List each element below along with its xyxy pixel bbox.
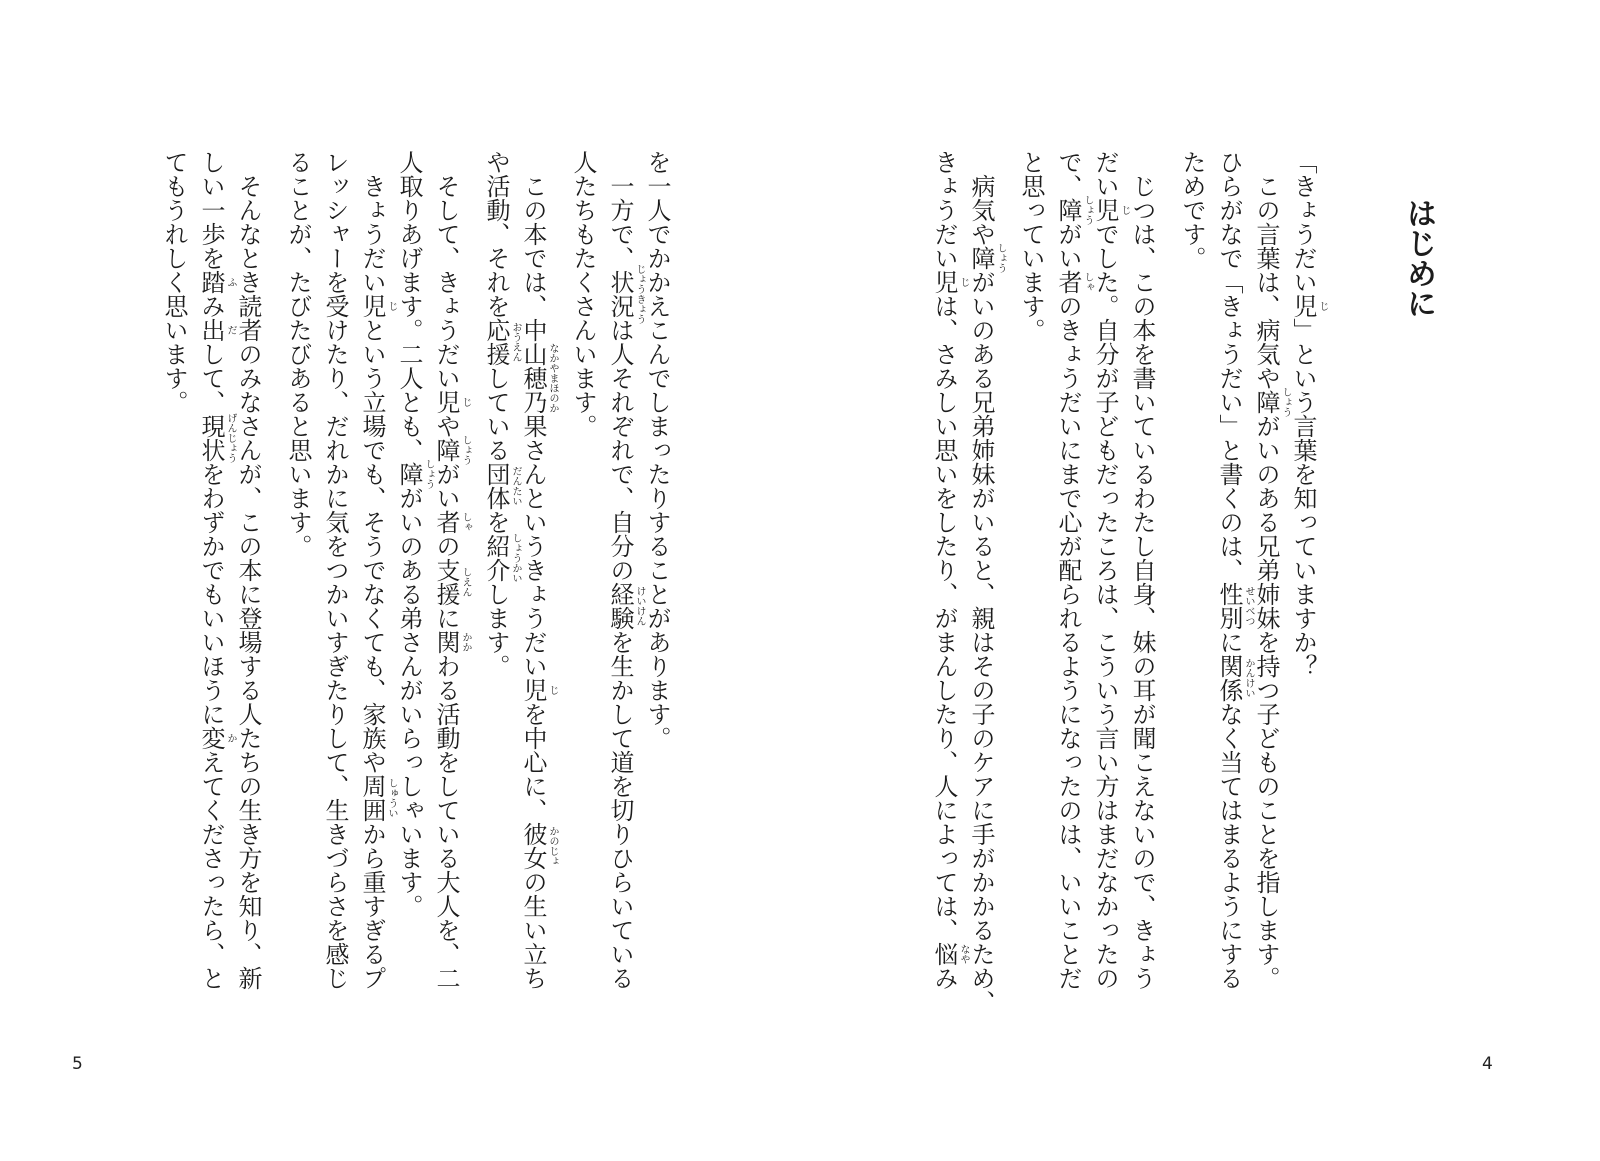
text-run: 一方で、 [606,150,634,270]
text-run: この言葉は、病気や [1252,150,1280,390]
ruby-base: 者 [1054,270,1082,294]
ruby-base: 性別 [1215,582,1243,630]
ruby-base: 児 [1289,294,1317,318]
ruby-base: 彼女 [519,822,547,870]
ruby-reading: しょう [995,243,1006,273]
ruby-group [197,726,236,750]
ruby-base: 関 [432,630,460,654]
text-run: や活動、それを [482,150,510,318]
ruby-group [1054,270,1093,294]
text-run: ためです。 [1178,150,1206,270]
ruby-reading: しゃ [460,512,471,532]
ruby-group [519,822,558,870]
ruby-group [395,459,434,489]
text-column [192,150,236,1020]
page-number: 4 [1482,1054,1493,1074]
text-run: てもうれしく思います。 [160,150,188,414]
ruby-group [930,270,969,294]
text-run: なく当てはまるようにする [1215,702,1243,990]
ruby-base: 障 [1054,198,1082,222]
text-run: 病気や [967,150,995,246]
text-run: をわずかでもいいほうに [197,462,225,726]
text-column [1210,150,1254,1020]
text-column [564,150,601,1020]
ruby-base: 障 [432,438,460,462]
ruby-group [197,318,236,342]
text-run: を一人でかかえこんでしまったりすることがあります。 [643,150,671,750]
text-run: から重すぎるプ [358,822,386,990]
text-run: している [482,366,510,462]
text-run: ることが、たびたびあると思います。 [284,150,312,558]
ruby-reading: しゃ [1082,272,1093,292]
page-number: 5 [72,1054,83,1074]
ruby-base: 支援 [432,558,460,606]
text-run: じつは、この本を書いているわたし自身、妹の耳が聞こえないので、きょう [1128,150,1156,990]
ruby-reading: せいべつ [1243,586,1254,626]
text-run: します。 [482,582,510,678]
text-run: 人たちもたくさんいます。 [569,150,597,438]
ruby-reading: しょう [1280,387,1291,417]
ruby-group [606,264,645,324]
text-column [1049,150,1093,1020]
ruby-base: 児 [930,270,958,294]
ruby-base: 紹介 [482,534,510,582]
text-run: がいのある弟さんがいらっしゃいます。 [395,486,423,918]
text-run: み [197,294,225,318]
ruby-group [1215,582,1254,630]
text-run: に [432,606,460,630]
text-column [925,150,969,1020]
ruby-reading: じ [547,685,558,695]
ruby-reading: じ [958,277,969,287]
text-column [601,150,645,1020]
ruby-reading: か [225,733,236,743]
ruby-reading: じ [386,301,397,311]
text-run: して、 [197,342,225,414]
ruby-group [432,630,471,654]
ruby-reading: ふ [225,277,236,287]
ruby-base: 障 [395,462,423,486]
text-run: だい [1091,150,1119,198]
ruby-reading: しえん [460,567,471,597]
text-run: この本では、 [519,150,547,318]
ruby-group [930,942,969,966]
ruby-reading: かか [460,632,471,652]
ruby-base: 周囲 [358,774,386,822]
ruby-base: 児 [1091,198,1119,222]
ruby-base: 踏 [197,270,225,294]
text-run: の [432,534,460,558]
text-column [279,150,316,1020]
text-column [390,150,434,1020]
ruby-base: 児 [432,390,460,414]
ruby-group [482,533,521,583]
chapter-title: はじめに [1401,198,1436,318]
ruby-reading: じ [1119,205,1130,215]
ruby-base: 変 [197,726,225,750]
ruby-group [482,318,521,366]
text-run: えてくださったら、と [197,750,225,990]
ruby-reading: しょう [423,459,434,489]
ruby-group [519,678,558,702]
ruby-base: 中山穂乃果 [519,318,547,438]
text-run: きょうだい [930,150,958,270]
text-run: がいのある兄弟姉妹がいると、親はその子のケアに手がかかるため、 [967,270,995,1014]
ruby-group [1252,387,1291,417]
ruby-base: 児 [519,678,547,702]
text-column [316,150,353,1020]
text-column [1284,150,1328,1020]
text-column [514,150,558,1020]
ruby-group [432,390,471,414]
text-run: がいのある兄弟姉妹を持つ子どものことを指します。 [1252,414,1280,990]
page-right [800,0,1600,1161]
text-run: 「きょうだい [1289,150,1317,294]
text-run: と思っています。 [1017,150,1045,342]
text-run: そんなとき読者のみなさんが、この本に登場する人たちの生き方を知り、新 [234,150,262,990]
ruby-group [432,510,471,534]
ruby-reading: かんけい [1243,658,1254,698]
text-run: ひらがなで「きょうだい」と書くのは、 [1215,150,1243,582]
ruby-group [606,582,645,630]
text-run: を [482,510,510,534]
ruby-reading: かのじょ [547,826,558,866]
ruby-base: 児 [358,294,386,318]
text-run: わる活動をしている大人を、二 [432,654,460,990]
ruby-group [519,318,558,438]
ruby-reading: なかやまほのか [547,343,558,413]
ruby-group [1091,198,1130,222]
text-column [1247,150,1291,1020]
text-run: レッシャーを受けたり、だれかに気をつかいすぎたりして、生きづらさを感じ [321,150,349,990]
text-run: という立場でも、そうでなくても、家族や [358,318,386,774]
text-run: の生い立ち [519,870,547,990]
text-run: み [930,966,958,990]
ruby-group [482,462,521,510]
text-column [155,150,192,1020]
text-run: 人取りあげます。二人とも、 [395,150,423,462]
text-run: さんというきょうだい [519,438,547,678]
ruby-reading: じょうきょう [634,264,645,324]
text-run: でした。自分が子どもだったころは、こういう言い方はまだなかったの [1091,222,1119,990]
ruby-reading: だんたい [510,466,521,506]
ruby-base: 現状 [197,414,225,462]
ruby-base: 障 [967,246,995,270]
ruby-reading: だ [225,325,236,335]
ruby-reading: しょうかい [510,533,521,583]
text-run: がい [432,462,460,510]
ruby-base: 悩 [930,942,958,966]
text-column [427,150,471,1020]
text-run: きょうだい [358,150,386,294]
ruby-base: 応援 [482,318,510,366]
ruby-group [432,558,471,606]
ruby-reading: じ [460,397,471,407]
ruby-reading: しょう [1082,195,1093,225]
text-run: や [432,414,460,438]
ruby-reading: げんじょう [225,413,236,463]
text-column [1173,150,1210,1020]
ruby-reading: けいけん [634,586,645,626]
text-run: を中心に、 [519,702,547,822]
ruby-reading: しゅうい [386,778,397,818]
text-run: は、さみしい思いをしたり、がまんしたり、人によっては、 [930,294,958,942]
ruby-base: 経験 [606,582,634,630]
ruby-group [432,435,471,465]
ruby-base: 障 [1252,390,1280,414]
text-run: は人それぞれで、自分の [606,318,634,582]
text-run: を生かして道を切りひらいている [606,630,634,990]
text-run: しい一歩を [197,150,225,270]
ruby-group [197,270,236,294]
ruby-reading: しょう [460,435,471,465]
text-column [1123,150,1160,1020]
ruby-group [358,774,397,822]
text-column [353,150,397,1020]
ruby-reading: じ [1317,301,1328,311]
ruby-base: 状況 [606,270,634,318]
ruby-reading: おうえん [510,322,521,362]
ruby-base: 関係 [1215,654,1243,702]
text-column [1012,150,1049,1020]
ruby-base: 団体 [482,462,510,510]
ruby-group [1215,654,1254,702]
text-run: 」という言葉を知っていますか？ [1289,318,1317,678]
ruby-group [1054,195,1093,225]
ruby-base: 出 [197,318,225,342]
ruby-group [967,243,1006,273]
ruby-group [197,413,236,463]
text-run: のきょうだいにまで心が配られるようになったのは、いいことだ [1054,294,1082,990]
text-run: そして、きょうだい [432,150,460,390]
text-column [477,150,521,1020]
ruby-reading: なや [958,944,969,964]
ruby-group [1289,294,1328,318]
text-run: で、 [1054,150,1082,198]
ruby-base: 者 [432,510,460,534]
text-run: がい [1054,222,1082,270]
ruby-group [358,294,397,318]
text-run: に [1215,630,1243,654]
